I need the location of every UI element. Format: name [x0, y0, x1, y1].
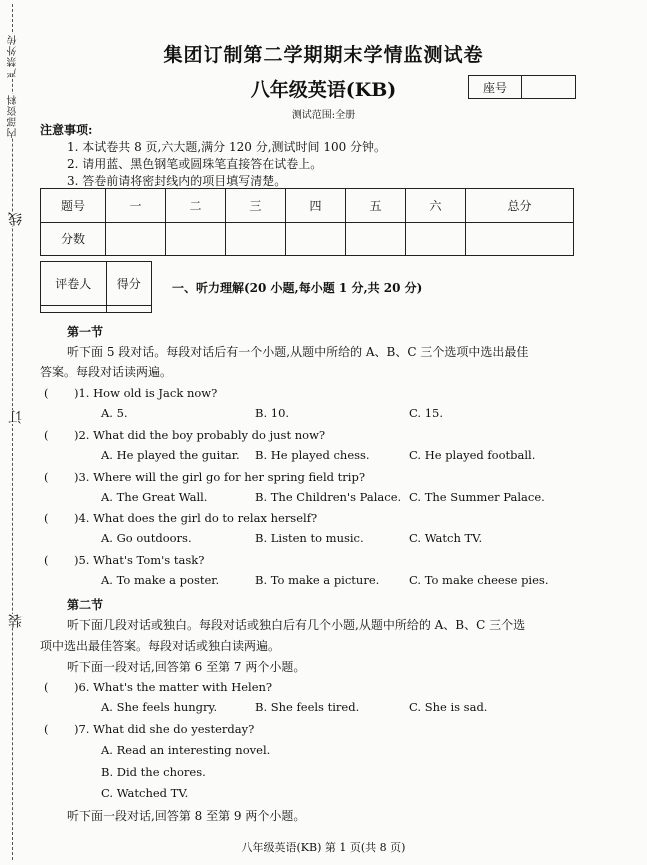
part-instructions-cont: 项中选出最佳答案。每段对话或独白读两遍。: [40, 639, 281, 653]
grader-score-field[interactable]: [106, 306, 151, 313]
score-cell[interactable]: [406, 222, 466, 256]
answer-blank[interactable]: (: [44, 680, 49, 694]
score-cell[interactable]: [226, 222, 286, 256]
option-c: C. He played football.: [409, 448, 536, 462]
score-cell[interactable]: [286, 222, 346, 256]
question-text: )3. Where will the girl go for her spring field trip?: [74, 470, 365, 484]
score-table-column: 三: [226, 189, 286, 223]
question-stem: [44, 428, 325, 442]
option-c: C. She is sad.: [409, 700, 488, 714]
score-table-column: 总分: [466, 189, 574, 223]
option-c: C. To make cheese pies.: [409, 573, 549, 587]
option-a: A. Go outdoors.: [101, 531, 192, 545]
option-b: B. He played chess.: [255, 448, 370, 462]
side-label-bind: 订: [8, 410, 24, 424]
question-stem: [44, 511, 317, 525]
option-c: C. Watch TV.: [409, 531, 483, 545]
grader-score-label: 得分: [106, 262, 151, 306]
part-instructions: 听下面几段对话或独白。每段对话或独白后有几个小题,从题中所给的 A、B、C 三个选: [67, 618, 526, 632]
side-label-internal: 内部资料: [8, 94, 19, 138]
question-stem: [44, 386, 217, 400]
question-text: )4. What does the girl do to relax herself?: [74, 511, 318, 525]
question-stem: [44, 680, 272, 694]
exam-scope: 测试范围:全册: [291, 110, 356, 121]
grader-reviewer-label: 评卷人: [41, 262, 107, 306]
answer-blank[interactable]: (: [44, 386, 49, 400]
question-stem: [44, 470, 365, 484]
option-a: A. To make a poster.: [101, 573, 220, 587]
side-label-secret: 严禁外传: [8, 34, 19, 78]
question-text: )6. What's the matter with Helen?: [74, 680, 273, 694]
question-stem: [44, 722, 254, 736]
grader-reviewer-field[interactable]: [41, 306, 107, 313]
option-a: A. The Great Wall.: [101, 490, 208, 504]
exam-subtitle: 八年级英语(KB): [250, 79, 397, 101]
question-text: )1. How old is Jack now?: [74, 386, 218, 400]
score-table: [40, 188, 574, 256]
answer-blank[interactable]: (: [44, 722, 49, 736]
option-a: A. He played the guitar.: [101, 448, 240, 462]
question-text: )7. What did she do yesterday?: [74, 722, 255, 736]
dialog-instruction: 听下面一段对话,回答第 6 至第 7 两个小题。: [67, 660, 306, 674]
option-c: C. The Summer Palace.: [409, 490, 545, 504]
note-item: 1. 本试卷共 8 页,六大题,满分 120 分,测试时间 100 分钟。: [67, 140, 387, 154]
dialog-instruction: 听下面一段对话,回答第 8 至第 9 两个小题。: [67, 809, 306, 823]
option-b: B. 10.: [255, 406, 290, 420]
part-title: 第二节: [67, 598, 104, 612]
option-b: B. To make a picture.: [255, 573, 380, 587]
question-stem: [44, 553, 204, 567]
score-table-score-row: [41, 222, 574, 256]
score-table-column: 五: [346, 189, 406, 223]
score-cell[interactable]: [346, 222, 406, 256]
option-b: B. Did the chores.: [101, 765, 206, 779]
option-b: B. She feels tired.: [255, 700, 360, 714]
score-cell[interactable]: [466, 222, 574, 256]
answer-blank[interactable]: (: [44, 428, 49, 442]
answer-blank[interactable]: (: [44, 553, 49, 567]
side-label-seal: 装: [8, 614, 24, 628]
section-heading: 一、听力理解(20 小题,每小题 1 分,共 20 分): [172, 281, 423, 295]
question-text: )2. What did the boy probably do just now?: [74, 428, 326, 442]
note-item: 3. 答卷前请将密封线内的项目填写清楚。: [67, 174, 287, 188]
seat-number-box: [468, 75, 576, 99]
side-label-line: 线: [8, 212, 24, 226]
score-table-header-row: [41, 189, 574, 223]
option-c: C. 15.: [409, 406, 443, 420]
score-table-column: 二: [166, 189, 226, 223]
note-item: 2. 请用蓝、黑色钢笔或圆珠笔直接答在试卷上。: [67, 157, 323, 171]
part-instructions-cont: 答案。每段对话读两遍。: [40, 365, 173, 379]
seat-number-field[interactable]: [522, 76, 575, 98]
exam-title: 集团订制第二学期期末学情监测试卷: [163, 44, 484, 66]
option-b: B. The Children's Palace.: [255, 490, 402, 504]
score-table-row-label: 题号: [41, 189, 106, 223]
answer-blank[interactable]: (: [44, 511, 49, 525]
option-a: A. 5.: [101, 406, 128, 420]
score-cell[interactable]: [106, 222, 166, 256]
seat-label: 座号: [469, 76, 522, 98]
answer-blank[interactable]: (: [44, 470, 49, 484]
page-footer: 八年级英语(KB) 第 1 页(共 8 页): [241, 841, 406, 854]
option-a: A. Read an interesting novel.: [101, 743, 271, 757]
score-table-column: 一: [106, 189, 166, 223]
score-table-column: 四: [286, 189, 346, 223]
score-table-column: 六: [406, 189, 466, 223]
score-cell[interactable]: [166, 222, 226, 256]
grader-box: [40, 261, 152, 313]
notes-heading: 注意事项:: [40, 123, 93, 137]
option-b: B. Listen to music.: [255, 531, 364, 545]
part-title: 第一节: [67, 325, 104, 339]
option-c: C. Watched TV.: [101, 786, 189, 800]
score-table-row-label: 分数: [41, 222, 106, 256]
question-text: )5. What's Tom's task?: [74, 553, 205, 567]
option-a: A. She feels hungry.: [101, 700, 218, 714]
part-instructions: 听下面 5 段对话。每段对话后有一个小题,从题中所给的 A、B、C 三个选项中选出最佳: [67, 345, 529, 359]
